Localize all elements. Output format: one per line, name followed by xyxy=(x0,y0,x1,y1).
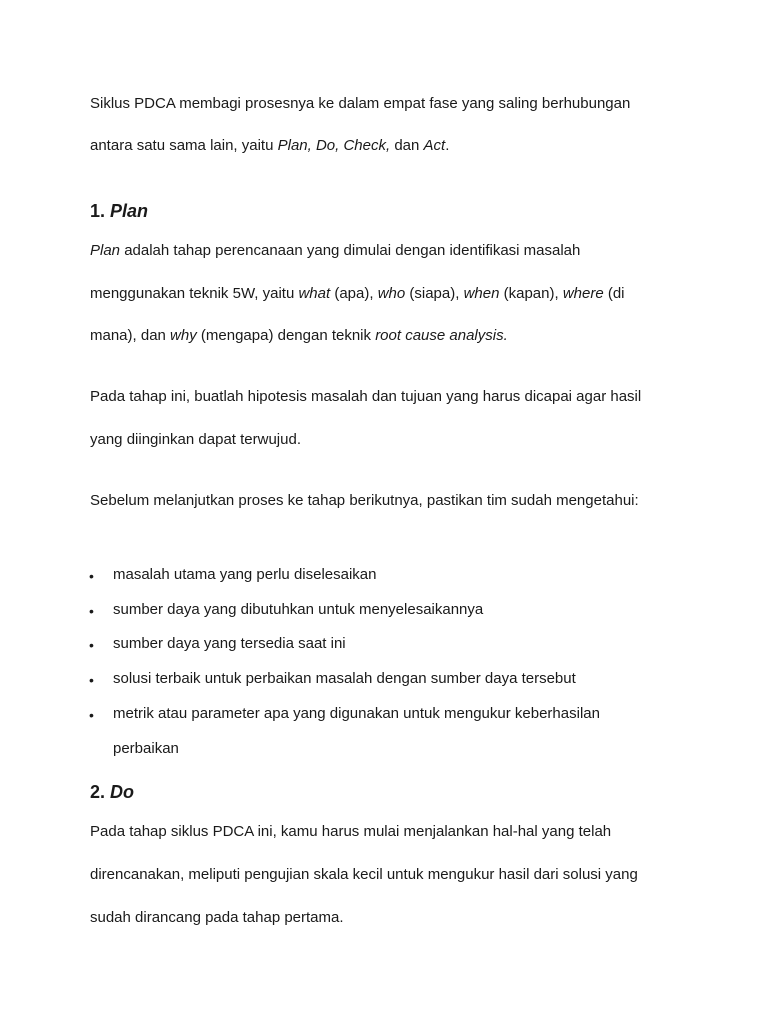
intro-text: . xyxy=(445,137,450,154)
plan-text: (kapan), xyxy=(499,285,563,302)
plan-p2-line-2: yang diinginkan dapat terwujud. xyxy=(90,431,301,448)
intro-text: dan xyxy=(390,137,424,154)
intro-line-1: Siklus PDCA membagi prosesnya ke dalam empat fase yang saling berhubungan xyxy=(90,95,631,112)
plan-p1-line-3 xyxy=(90,326,508,346)
do-line-2: direncanakan, meliputi pengujian skala kecil untuk mengukur hasil dari solusi yang xyxy=(90,866,638,883)
list-item-text: sumber daya yang dibutuhkan untuk menyelesaikannya xyxy=(113,601,484,618)
intro-line-2 xyxy=(90,136,449,156)
heading-title: Plan xyxy=(110,201,149,221)
intro-phases: Plan, Do, Check, xyxy=(277,137,391,154)
bullet-marker: • xyxy=(89,603,94,619)
plan-term: Plan xyxy=(90,242,121,259)
bullet-marker: • xyxy=(89,672,94,688)
plan-p2-line-1: Pada tahap ini, buatlah hipotesis masalah dan tujuan yang harus dicapai agar hasil xyxy=(90,388,642,405)
term-rca: root cause analysis. xyxy=(375,327,508,344)
plan-p1-line-2 xyxy=(90,284,625,304)
plan-text: mana), dan xyxy=(90,327,171,344)
plan-text: (mengapa) dengan teknik xyxy=(196,327,376,344)
plan-p3-line-1: Sebelum melanjutkan proses ke tahap berikutnya, pastikan tim sudah mengetahui: xyxy=(90,492,639,509)
list-item-text: solusi terbaik untuk perbaikan masalah dengan sumber daya tersebut xyxy=(113,670,576,687)
bullet-marker: • xyxy=(89,637,94,653)
bullet-marker: • xyxy=(89,568,94,584)
term-when: when xyxy=(463,285,500,302)
list-item-text-continued: perbaikan xyxy=(113,740,179,757)
list-item-text: sumber daya yang tersedia saat ini xyxy=(113,635,346,652)
term-where: where xyxy=(562,285,604,302)
do-line-1: Pada tahap siklus PDCA ini, kamu harus mulai menjalankan hal-hal yang telah xyxy=(90,823,612,840)
heading-number: 1. xyxy=(90,201,111,221)
intro-text: antara satu sama lain, yaitu xyxy=(90,137,278,154)
intro-act: Act xyxy=(423,137,446,154)
plan-text: (apa), xyxy=(330,285,378,302)
term-why: why xyxy=(170,327,197,344)
heading-title: Do xyxy=(110,782,135,802)
do-line-3: sudah dirancang pada tahap pertama. xyxy=(90,909,344,926)
heading-plan xyxy=(90,199,148,223)
list-item-text: metrik atau parameter apa yang digunakan untuk mengukur keberhasilan xyxy=(113,705,600,722)
bullet-marker: • xyxy=(89,707,94,723)
term-what: what xyxy=(298,285,331,302)
heading-number: 2. xyxy=(90,782,111,802)
plan-p1-line-1 xyxy=(90,241,580,261)
term-who: who xyxy=(377,285,406,302)
list-item-text: masalah utama yang perlu diselesaikan xyxy=(113,566,377,583)
heading-do xyxy=(90,780,134,804)
plan-text: menggunakan teknik 5W, yaitu xyxy=(90,285,299,302)
plan-text: (di xyxy=(603,285,625,302)
plan-text: adalah tahap perencanaan yang dimulai dengan identifikasi masalah xyxy=(120,242,581,259)
plan-text: (siapa), xyxy=(405,285,464,302)
